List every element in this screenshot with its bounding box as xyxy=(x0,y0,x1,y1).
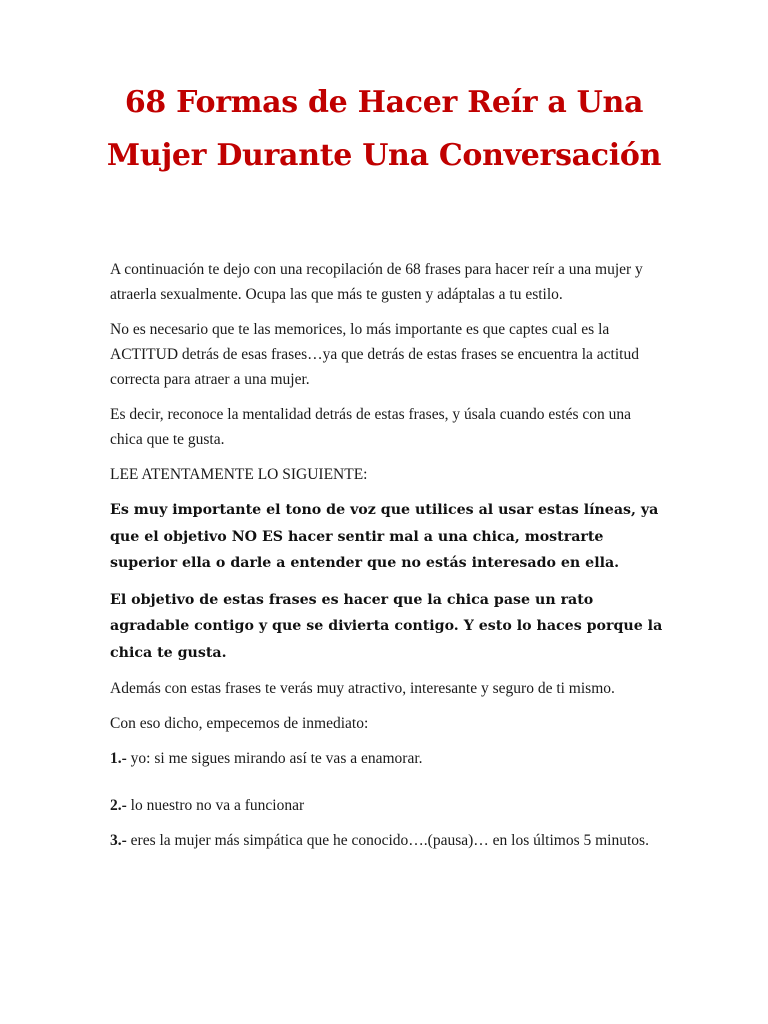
item-number: 3.- xyxy=(110,832,127,849)
actitud-paragraph: No es necesario que te las memorices, lo más importante es que captes cual es la ACTITUD detrás de esas frases…ya que detrás de estas frases se encuentra la actitud correcta para atraer a una mujer. xyxy=(110,321,639,388)
list-item xyxy=(110,793,665,818)
item-number: 1.- xyxy=(110,750,127,767)
tone-paragraph: Es muy importante el tono de voz que utilices al usar estas líneas, ya que el objetivo NO ES hacer sentir mal a una chica, mostrarte superior ella o darle a entender que no estás interesado en ella. xyxy=(110,502,659,571)
intro-paragraph: A continuación te dejo con una recopilación de 68 frases para hacer reír a una mujer y atraerla sexualmente. Ocupa las que más te gusten y adáptalas a tu estilo. xyxy=(110,261,643,303)
start-paragraph: Con eso dicho, empecemos de inmediato: xyxy=(110,715,369,732)
document-body xyxy=(110,257,665,863)
warning-heading: LEE ATENTAMENTE LO SIGUIENTE: xyxy=(110,466,368,483)
mentalidad-paragraph: Es decir, reconoce la mentalidad detrás de estas frases, y úsala cuando estés con una chica que te gusta. xyxy=(110,406,631,448)
attractive-paragraph: Además con estas frases te verás muy atractivo, interesante y seguro de ti mismo. xyxy=(110,680,615,697)
list-item xyxy=(110,746,665,771)
list-item xyxy=(110,828,665,853)
objective-paragraph: El objetivo de estas frases es hacer que la chica pase un rato agradable contigo y que se divierta contigo. Y esto lo haces porque la chica te gusta. xyxy=(110,591,663,661)
item-text: yo: si me sigues mirando así te vas a enamorar. xyxy=(126,750,423,767)
item-text: eres la mujer más simpática que he conocido….(pausa)… en los últimos 5 minutos. xyxy=(126,832,649,849)
item-text: lo nuestro no va a funcionar xyxy=(126,797,305,814)
item-number: 2.- xyxy=(110,797,127,814)
document-title: 68 Formas de Hacer Reír a Una Mujer Durante Una Conversación xyxy=(106,85,662,173)
